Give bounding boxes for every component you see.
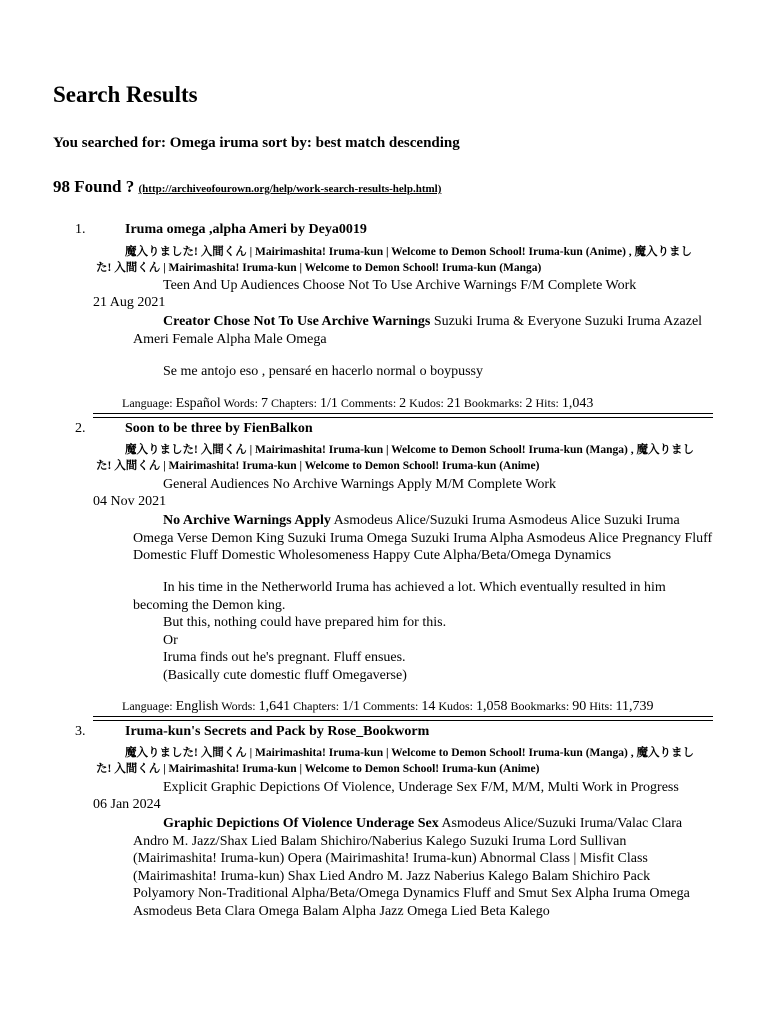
summary-line: In his time in the Netherworld Iruma has achieved a lot. Which eventually resulted in him becoming the Demon king. (133, 580, 666, 613)
summary-line: Iruma finds out he's pregnant. Fluff ensues. (163, 650, 406, 665)
work-stats (122, 396, 593, 412)
stat-chapters: 1/1 (319, 396, 338, 411)
work-other-tags[interactable]: Asmodeus Alice/Suzuki Iruma/Valac Clara Andro M. Jazz/Shax Lied Balam Shichiro/Naberius Kalego Suzuki Iruma Lord Sullivan (Mairimashita! Iruma-kun) Opera (Mairimashita! Iruma-kun) Abnormal Class | Misfit Class (Mairimashita! Iruma-kun) Shax Lied Andro M. Jazz Naberius Kalego Balam Shichiro Pack Polyamory Non-Traditional Alpha/Beta/Omega Dynamics Fluff and Smut Sex Alpha Iruma Omega Asmodeus Beta Clara Omega Balam Alpha Jazz Omega Lied Beta Kalego (133, 816, 690, 919)
work-warning-tag[interactable]: Creator Chose Not To Use Archive Warnings (163, 314, 431, 329)
summary-line: (Basically cute domestic fluff Omegaverse) (163, 667, 407, 683)
work-tags (133, 512, 713, 565)
work-title-link[interactable]: Iruma omega ,alpha Ameri by Deya0019 (125, 222, 367, 237)
stat-label: Bookmarks: (463, 396, 523, 410)
work-warning-tag[interactable]: No Archive Warnings Apply (163, 513, 331, 528)
summary-line: Or (163, 632, 178, 648)
stat-bookmarks[interactable]: 2 (525, 396, 533, 411)
stat-comments[interactable]: 2 (399, 396, 407, 411)
stat-kudos[interactable]: 21 (446, 396, 461, 411)
stat-bookmarks[interactable]: 90 (572, 699, 587, 714)
stat-comments[interactable]: 14 (421, 699, 436, 714)
help-mark[interactable]: ? (125, 177, 135, 196)
work-date: 04 Nov 2021 (93, 494, 167, 509)
results-count (53, 177, 441, 197)
work-date: 06 Jan 2024 (93, 797, 161, 812)
stat-language: English (175, 699, 219, 714)
work-other-tags[interactable]: Suzuki Iruma & Everyone Suzuki Iruma Azazel Ameri Female Alpha Male Omega (133, 314, 703, 347)
stat-label: Hits: (589, 699, 613, 713)
stat-label: Chapters: (293, 699, 340, 713)
stat-language: Español (175, 396, 221, 411)
work-summary (133, 579, 703, 684)
stat-label: Comments: (363, 699, 419, 713)
stat-hits: 11,739 (615, 699, 654, 714)
stat-words: 7 (260, 396, 268, 411)
work-fandoms[interactable]: 魔入りました! 入間くん | Mairimashita! Iruma-kun | Welcome to Demon School! Iruma-kun (Manga) , 魔入りました! 入間くん | Mairimashita! Iruma-kun | Welcome to Demon School! Iruma-kun (Anime) (96, 747, 694, 775)
work-number: 2. (75, 421, 86, 436)
stat-label: Words: (223, 396, 258, 410)
stat-label: Chapters: (270, 396, 317, 410)
work-required-tags: Teen And Up Audiences Choose Not To Use Archive Warnings F/M Complete Work (163, 278, 637, 293)
work-title-link[interactable]: Iruma-kun's Secrets and Pack by Rose_Bookworm (125, 724, 430, 739)
work-separator (93, 716, 713, 721)
work-required-tags: General Audiences No Archive Warnings Apply M/M Complete Work (163, 477, 557, 492)
work-fandoms[interactable]: 魔入りました! 入間くん | Mairimashita! Iruma-kun | Welcome to Demon School! Iruma-kun (Anime) , 魔入りました! 入間くん | Mairimashita! Iruma-kun | Welcome to Demon School! Iruma-kun (Manga) (96, 246, 693, 274)
found-count: 98 Found (53, 177, 122, 196)
stat-kudos[interactable]: 1,058 (476, 699, 508, 714)
stat-hits: 1,043 (561, 396, 594, 411)
summary-line: Se me antojo eso , pensaré en hacerlo normal o boypussy (163, 364, 483, 379)
stat-label: Kudos: (409, 396, 444, 410)
stat-words: 1,641 (258, 699, 291, 714)
stat-label: Hits: (535, 396, 559, 410)
work-stats (122, 699, 654, 715)
work-summary (133, 363, 703, 381)
work-separator (93, 413, 713, 418)
page-title: Search Results (53, 82, 198, 107)
summary-line: But this, nothing could have prepared him for this. (163, 615, 447, 630)
stat-chapters: 1/1 (342, 699, 360, 714)
stat-label: Language: (122, 699, 173, 713)
work-title-link[interactable]: Soon to be three by FienBalkon (125, 421, 313, 436)
help-link[interactable]: (http://archiveofourown.org/help/work-search-results-help.html) (138, 183, 442, 195)
stat-label: Bookmarks: (510, 699, 570, 713)
search-query: You searched for: Omega iruma sort by: best match descending (53, 135, 460, 151)
stat-label: Comments: (340, 396, 397, 410)
work-number: 1. (75, 222, 86, 237)
work-fandoms[interactable]: 魔入りました! 入間くん | Mairimashita! Iruma-kun | Welcome to Demon School! Iruma-kun (Manga) , 魔入りました! 入間くん | Mairimashita! Iruma-kun | Welcome to Demon School! Iruma-kun (Anime) (96, 444, 694, 472)
work-tags (133, 313, 713, 348)
work-warning-tag[interactable]: Graphic Depictions Of Violence Underage Sex (163, 816, 439, 831)
work-required-tags: Explicit Graphic Depictions Of Violence, Underage Sex F/M, M/M, Multi Work in Progress (163, 780, 679, 795)
work-other-tags[interactable]: Asmodeus Alice/Suzuki Iruma Asmodeus Alice Suzuki Iruma Omega Verse Demon King Suzuki Iruma Omega Suzuki Iruma Alpha Asmodeus Alice Pregnancy Fluff Domestic Fluff Domestic Wholesomeness Happy Cute Alpha/Beta/Omega Dynamics (133, 513, 713, 563)
stat-label: Words: (221, 699, 256, 713)
work-tags (133, 815, 713, 920)
work-number: 3. (75, 724, 86, 739)
stat-label: Kudos: (438, 699, 474, 713)
work-date: 21 Aug 2021 (93, 295, 166, 310)
stat-label: Language: (122, 396, 173, 410)
